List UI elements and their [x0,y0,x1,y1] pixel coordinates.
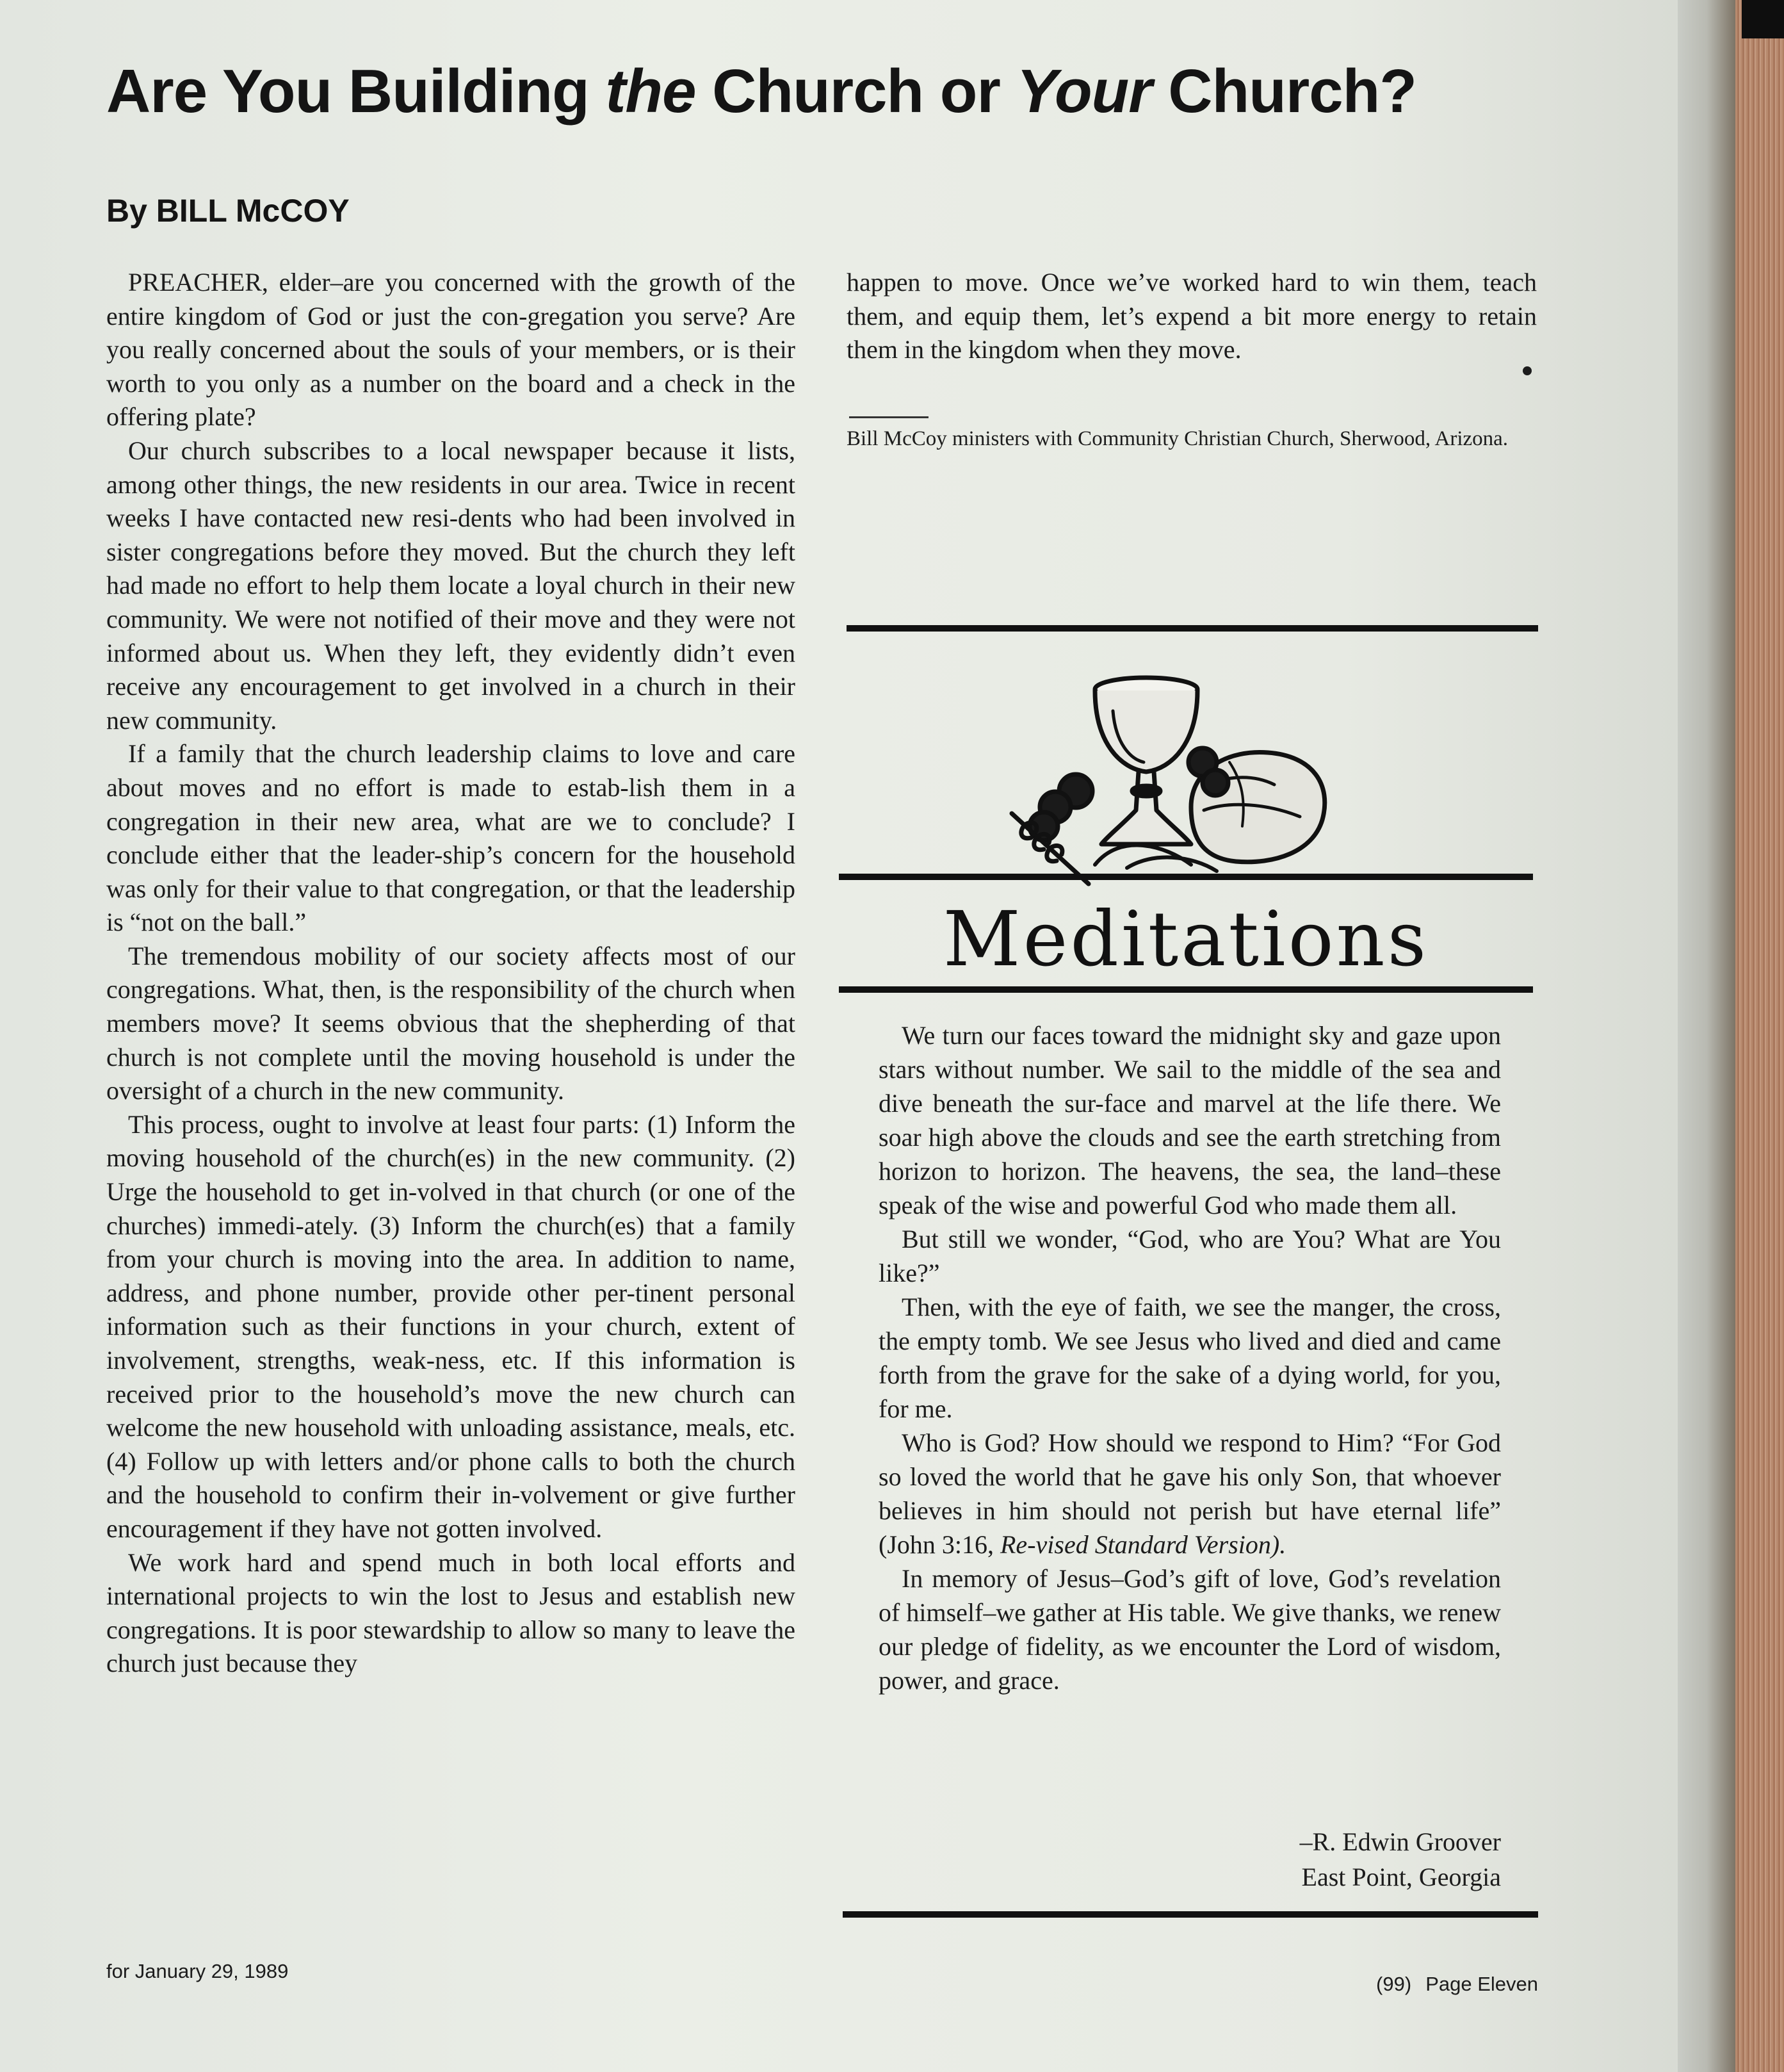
article-paragraph: This process, ought to involve at least four parts: (1) Inform the moving household of the church(es) in the new community. (2) Urge the household to get in-volved in that church (or one of the churches) immedi-ately. (3) Inform the church(es) that a family from your church is moving into the area. In addition to name, address, and phone number, provide other per-tinent personal information such as their functions in your church, extent of involvement, strengths, weak-ness, etc. If this information is received prior to the household’s move the new church can welcome the new household with unloading assistance, meals, etc. (4) Follow up with letters and/or phone calls to both the church and the household to confirm their in-volvement or give further encouragement if they have not gotten involved. [106,1109,795,1543]
page-label: Page Eleven [1425,1973,1538,1995]
article-continuation [847,266,1537,367]
article-paragraph: We work hard and spend much in both local efforts and international projects to win the lost to Jesus and establish new congregations. It is poor stewardship to allow so many to leave the church just because they [106,1547,795,1678]
article-paragraph: Our church subscribes to a local newspaper because it lists, among other things, the new residents in our area. Twice in recent weeks I have contacted new resi-dents who had been involved in sister congregations before they moved. But the church they left had made no effort to help them locate a loyal church in their new community. We were not notified of their move and they were not informed about us. When they left, they evidently didn’t even receive any encouragement to get involved in a church in their new community. [106,436,795,735]
article-paragraph: If a family that the church leadership claims to love and care about moves and no effort is made to estab-lish them in a congregation in their new area, what are we to conclude? I conclude either that the leader-ship’s concern for the household was only for their value to that congregation, or that the leadership is “not on the ball.” [106,739,795,937]
article-paragraph: The tremendous mobility of our society affects most of our congregations. What, then, is the responsibility of the church when members move? It seems obvious that the shepherding of that church is not complete until the moving household is under the oversight of a church in the new community. [106,941,795,1105]
article-paragraph-continued: happen to move. Once we’ve worked hard to win them, teach them, and equip them, let’s expend a bit more energy to retain them in the kingdom when they move. [847,268,1537,364]
meditations-body [879,1018,1501,1697]
chalice-bread-grapes-wheat-icon [999,673,1358,890]
meditation-paragraph: But still we wonder, “God, who are You? What are You like?” [879,1225,1501,1287]
article-title: Are You Building the Church or Your Church? [106,57,1416,126]
meditation-paragraph: We turn our faces toward the midnight sky and gaze upon stars without number. We sail to the middle of the sea and dive beneath the sur-face and marvel at the life there. We soar high above the clouds and see the earth stretching from horizon to horizon. The heavens, the sea, the land–these speak of the wise and powerful God who made them all. [879,1021,1501,1220]
meditations-heading-top-rule [839,874,1533,880]
meditation-closing-paragraph: In memory of Jesus–God’s gift of love, God’s revelation of himself–we gather at His table. We give thanks, we renew our pledge of fidelity, as we encounter the Lord of wisdom, power, and grace. [879,1564,1501,1695]
article-paragraph: PREACHER, elder–are you concerned with the growth of the entire kingdom of God or just the con-gregation you serve? Are you really concerned about the souls of your members, or is their worth to you only as a number on the board and a check in the offering plate? [106,268,795,432]
issue-date: for January 29, 1989 [106,1960,289,1982]
page-code: (99) [1376,1973,1412,1995]
page-edge-shadow [1678,0,1735,2072]
meditations-bottom-rule [843,1911,1538,1918]
book-cover-corner [1742,0,1784,38]
author-bio: Bill McCoy ministers with Community Christian Church, Sherwood, Arizona. [847,427,1509,450]
meditation-signature [879,1824,1501,1895]
meditation-paragraph: Then, with the eye of faith, we see the manger, the cross, the empty tomb. We see Jesus who lived and died and came forth from the grave for the sake of a dying world, for you, for me. [879,1293,1501,1423]
page-number [1358,1973,1538,1996]
meditations-heading: Meditations [943,895,1429,983]
book-page-stack [1735,0,1784,2072]
byline: By BILL McCOY [106,193,350,229]
end-of-article-bullet-icon [1523,366,1532,375]
signature-location: East Point, Georgia [1301,1863,1501,1891]
meditations-heading-bottom-rule [839,986,1533,993]
signature-author: –R. Edwin Groover [1299,1827,1501,1856]
meditations-top-rule [847,625,1538,632]
bio-divider [849,416,928,418]
meditation-paragraph-with-citation [879,1426,1501,1562]
citation-version: Re-vised Standard Version). [1000,1530,1286,1559]
article-body-left-column [106,266,795,1681]
meditation-paragraph-text: Who is God? How should we respond to Him? “For God so loved the world that he gave his only Son, that whoever believes in him should not perish but have eternal life” (John 3:16, [879,1428,1501,1559]
